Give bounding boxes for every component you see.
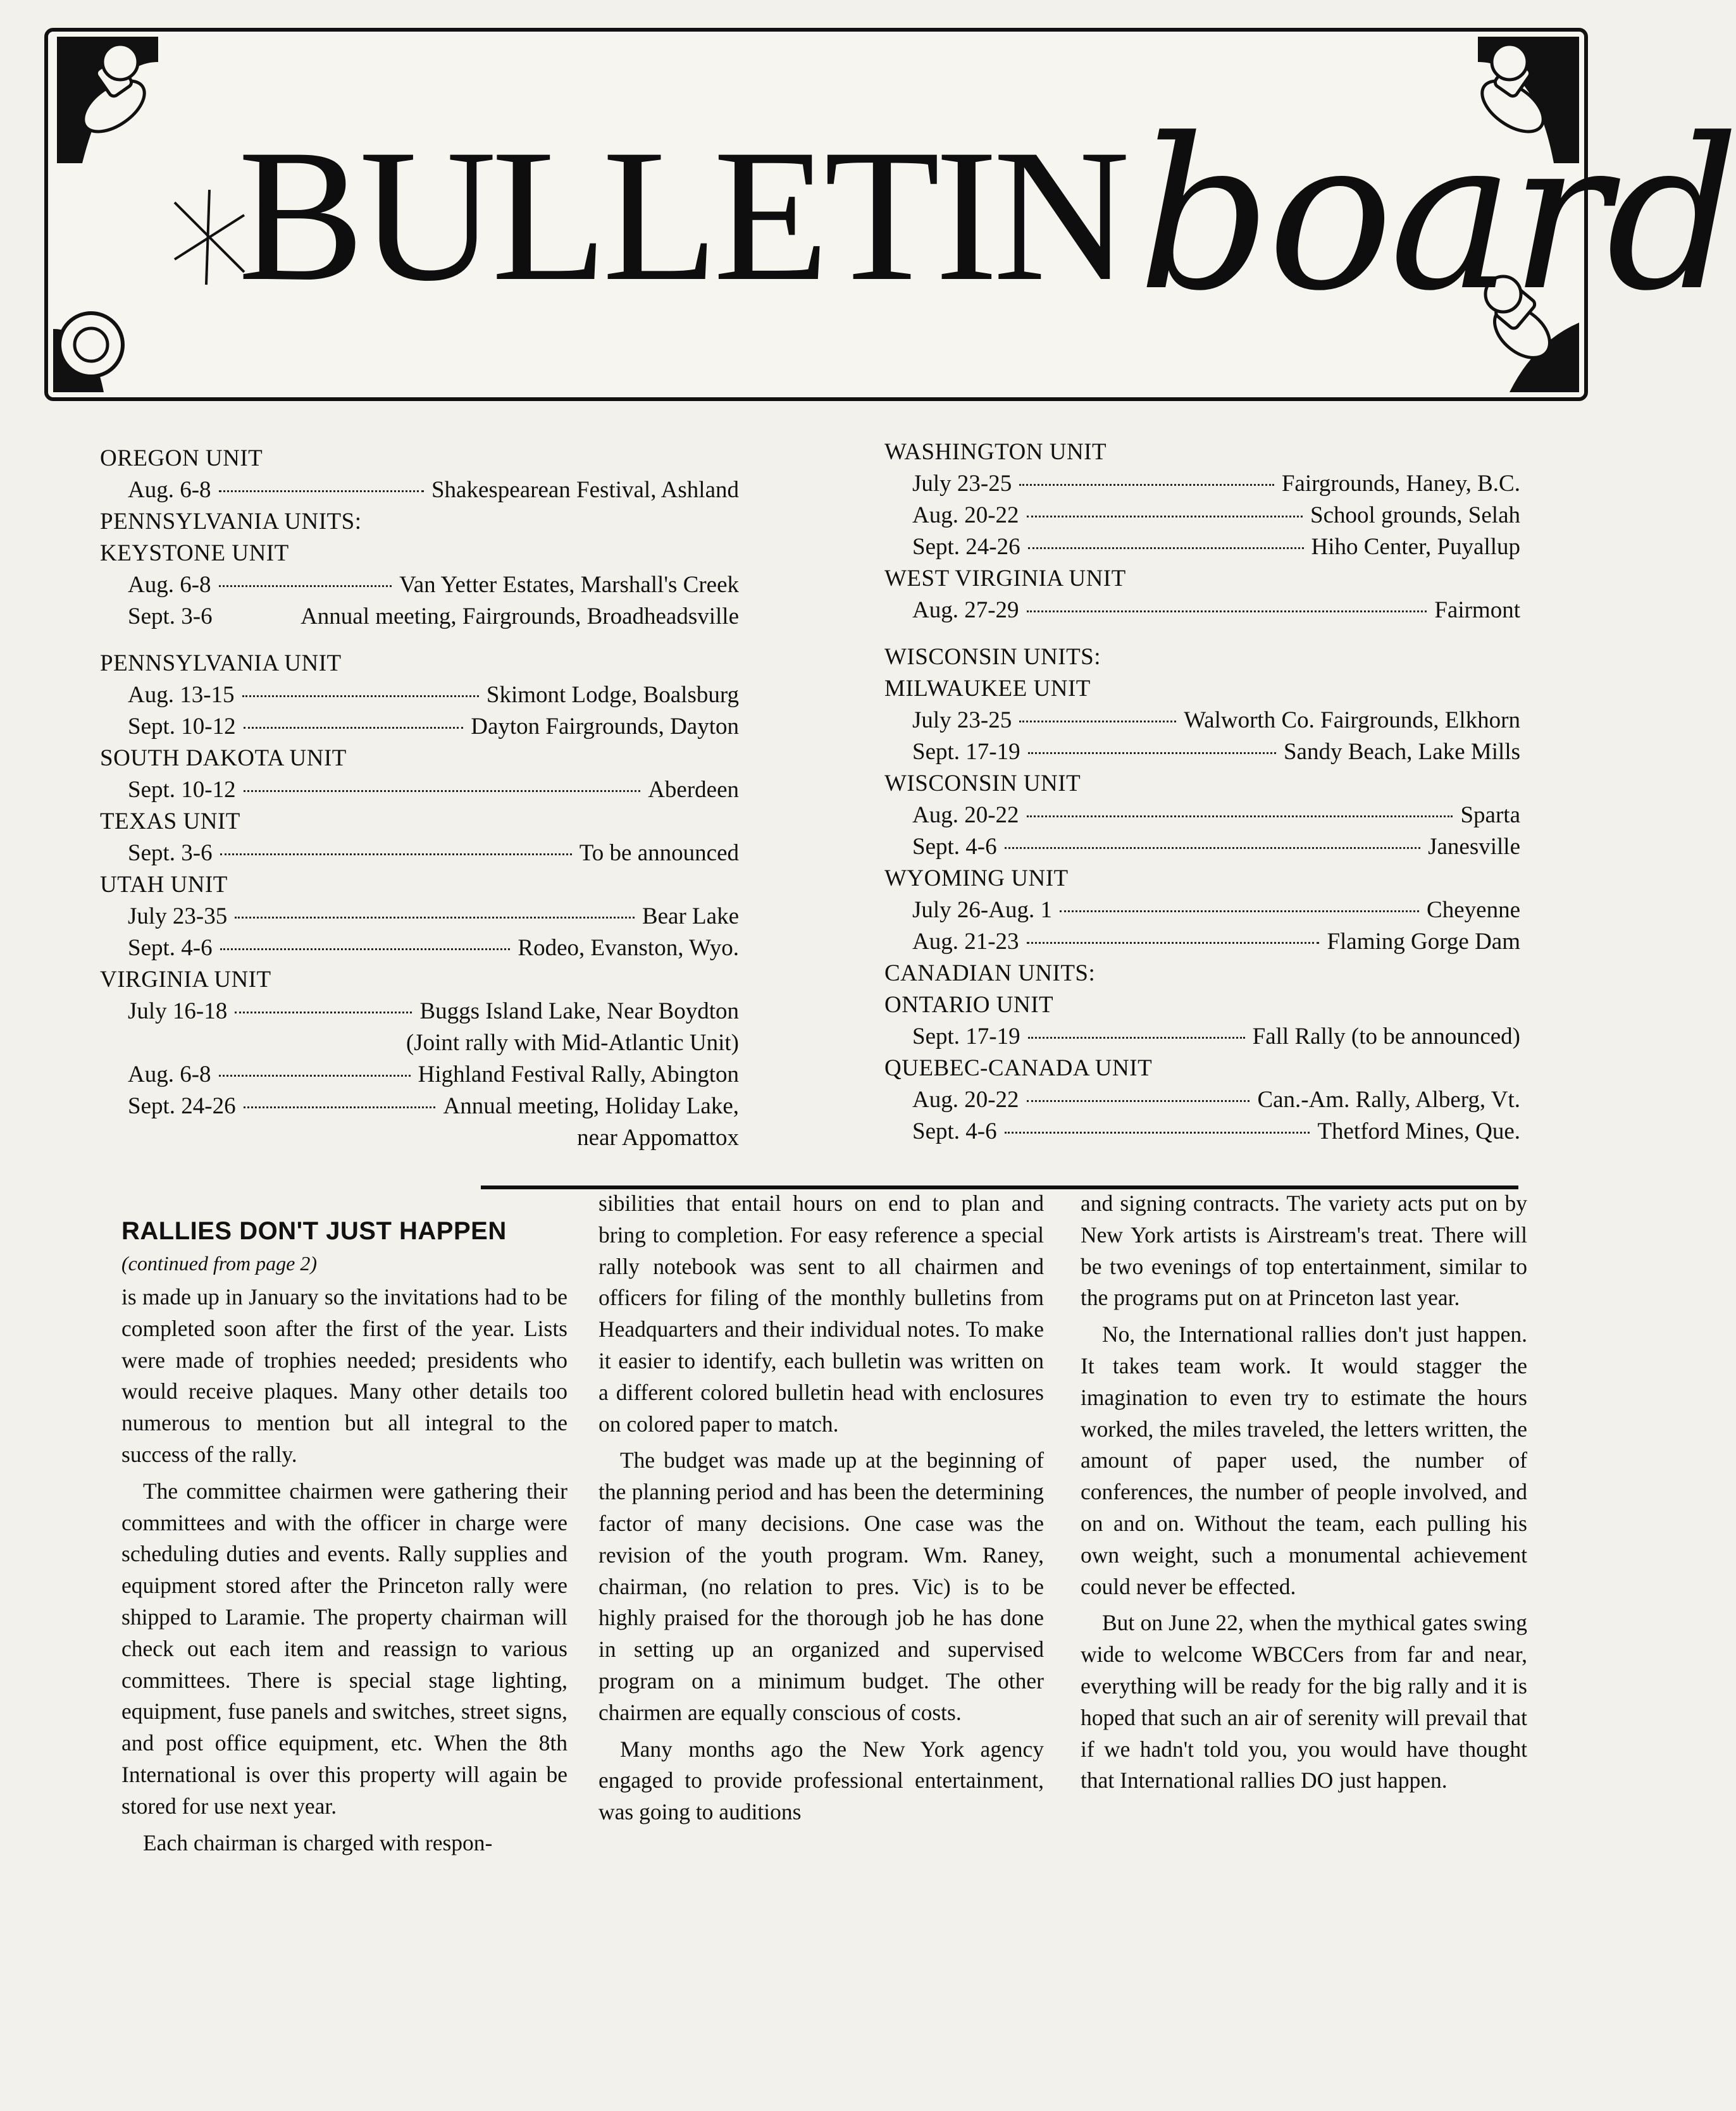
event-date: Aug. 6-8	[128, 1062, 211, 1087]
dot-leader	[1027, 1100, 1250, 1102]
event-place: Aberdeen	[648, 777, 739, 803]
event-date: Aug. 20-22	[912, 802, 1019, 828]
event-row	[884, 736, 1520, 768]
event-note: near Appomattox	[577, 1125, 739, 1151]
event-place: Thetford Mines, Que.	[1317, 1118, 1520, 1144]
event-date: Aug. 13-15	[128, 682, 235, 708]
event-date: Sept. 24-26	[912, 534, 1020, 560]
event-row	[100, 1059, 739, 1091]
banner-title-script: board	[1138, 94, 1736, 337]
event-date: Sept. 24-26	[128, 1093, 236, 1119]
dot-leader	[235, 917, 635, 919]
dot-leader	[1028, 752, 1276, 754]
event-row	[100, 901, 739, 932]
event-row	[100, 1091, 739, 1122]
dot-leader	[1028, 1037, 1245, 1039]
dot-leader	[1027, 610, 1427, 612]
event-place: Skimont Lodge, Boalsburg	[486, 682, 739, 708]
event-place: Highland Festival Rally, Abington	[418, 1062, 739, 1087]
event-date: Aug. 27-29	[912, 597, 1019, 623]
unit-heading: WISCONSIN UNIT	[884, 771, 1081, 796]
dot-leader	[219, 1075, 411, 1077]
event-place: Fall Rally (to be announced)	[1252, 1024, 1520, 1049]
banner-title	[238, 57, 1736, 373]
dot-leader	[1005, 847, 1420, 849]
unit-heading: WEST VIRGINIA UNIT	[884, 566, 1126, 591]
event-row	[884, 595, 1520, 626]
article-continued-note: (continued from page 2)	[121, 1252, 317, 1275]
event-row	[884, 831, 1520, 863]
spacer	[884, 626, 1520, 641]
unit-heading: CANADIAN UNITS:	[884, 960, 1096, 986]
event-date: Sept. 4-6	[912, 1118, 997, 1144]
event-note: (Joint rally with Mid-Atlantic Unit)	[406, 1030, 739, 1056]
unit-heading: OREGON UNIT	[100, 445, 263, 471]
pushpin-icon	[53, 291, 154, 392]
event-row	[884, 1084, 1520, 1116]
event-row	[100, 679, 739, 711]
event-row	[884, 1021, 1520, 1053]
event-date: Sept. 17-19	[912, 1024, 1020, 1049]
event-row	[884, 705, 1520, 736]
unit-heading: VIRGINIA UNIT	[100, 967, 271, 993]
dot-leader	[220, 853, 572, 855]
event-date: Sept. 4-6	[912, 834, 997, 860]
event-date: Aug. 21-23	[912, 929, 1019, 955]
event-place: Fairgrounds, Haney, B.C.	[1281, 471, 1520, 497]
event-date: Sept. 17-19	[912, 739, 1020, 765]
event-place: Janesville	[1428, 834, 1520, 860]
event-place: Walworth Co. Fairgrounds, Elkhorn	[1184, 707, 1520, 733]
event-row	[884, 800, 1520, 831]
dot-leader	[1027, 516, 1303, 517]
article-paragraph: and signing contracts. The variety acts put on by New York artists is Airstream's treat. There will be two evenings of top entertainment, similar to the programs put on at Princeton last year.	[1081, 1191, 1527, 1311]
event-place: Fairmont	[1434, 597, 1520, 623]
event-place: To be announced	[579, 840, 739, 866]
event-place: Hiho Center, Puyallup	[1311, 534, 1520, 560]
event-row	[100, 774, 739, 806]
event-place: Sparta	[1460, 802, 1520, 828]
event-place: Annual meeting, Holiday Lake,	[443, 1093, 739, 1119]
dot-leader	[220, 948, 511, 950]
event-place: Rodeo, Evanston, Wyo.	[518, 935, 739, 961]
unit-heading: MILWAUKEE UNIT	[884, 676, 1091, 702]
unit-heading: WISCONSIN UNITS:	[884, 644, 1101, 670]
dot-leader	[1019, 484, 1274, 486]
event-date: Sept. 3-6	[128, 604, 213, 629]
dot-leader	[1019, 721, 1176, 722]
event-row	[884, 1116, 1520, 1148]
article-paragraph: sibilities that entail hours on end to plan and bring to completion. For easy reference a special rally notebook was sent to all chairmen and officers for filing of the monthly bulletins from Headquarters and their individual notes. To make it easier to identify, each bulletin was written on a different colored bulletin head with enclosures on colored paper to match.	[598, 1191, 1044, 1437]
dot-leader	[1005, 1132, 1310, 1134]
dot-leader	[242, 695, 479, 697]
article-paragraph: Each chairman is charged with respon-	[143, 1829, 493, 1855]
event-date: Aug. 6-8	[128, 477, 211, 503]
event-date: Sept. 10-12	[128, 714, 236, 740]
event-row	[100, 569, 739, 601]
event-date: Sept. 4-6	[128, 935, 213, 961]
event-row	[100, 711, 739, 743]
article-paragraph: The committee chairmen were gathering their committees and with the officer in charge were scheduling duties and events. Rally supplies and equipment stored after the Princeton rally were shipped to Laramie. The property chairman will check out each item and reassign to various committees. There is special stage lighting, equipment, fuse panels and switches, street signs, and post office equipment, etc. When the 8th International is over this property will again be stored for use next year.	[121, 1478, 567, 1819]
unit-heading: SOUTH DAKOTA UNIT	[100, 745, 347, 771]
unit-heading: TEXAS UNIT	[100, 808, 240, 834]
event-row	[884, 500, 1520, 531]
article-column-1	[121, 1213, 567, 1859]
event-row	[100, 838, 739, 869]
article-paragraph: Many months ago the New York agency engaged to provide professional entertainment, was going to auditions	[598, 1736, 1044, 1825]
article-column-3	[1081, 1188, 1527, 1797]
article-paragraph: But on June 22, when the mythical gates swing wide to welcome WBCCers from far and near, everything will be ready for the big rally and it is hoped that such an air of serenity will prevail that if we hadn't told you, you would have thought that International rallies DO just happen.	[1081, 1610, 1527, 1793]
bulletin-board-banner	[44, 28, 1736, 401]
dot-leader	[1060, 910, 1419, 912]
event-date: July 16-18	[128, 998, 228, 1024]
event-place: Flaming Gorge Dam	[1327, 929, 1520, 955]
event-date: July 26-Aug. 1	[912, 897, 1052, 923]
pushpin-icon	[57, 37, 164, 163]
dot-leader	[1027, 942, 1320, 944]
dot-leader	[244, 790, 641, 792]
event-row	[884, 895, 1520, 926]
event-date: July 23-35	[128, 903, 228, 929]
event-date: Aug. 20-22	[912, 502, 1019, 528]
dot-leader	[1027, 815, 1453, 817]
rally-listings-left	[100, 443, 739, 1154]
dot-leader	[235, 1012, 412, 1013]
unit-heading: QUEBEC-CANADA UNIT	[884, 1055, 1153, 1081]
spacer	[100, 633, 739, 648]
dot-leader	[244, 727, 464, 729]
dot-leader	[244, 1106, 436, 1108]
event-date: Sept. 3-6	[128, 840, 213, 866]
unit-heading: KEYSTONE UNIT	[100, 540, 289, 566]
banner-title-main: BULLETIN	[238, 110, 1125, 320]
event-row	[884, 926, 1520, 958]
event-date: July 23-25	[912, 707, 1012, 733]
event-place: Buggs Island Lake, Near Boydton	[419, 998, 739, 1024]
event-place: Van Yetter Estates, Marshall's Creek	[399, 572, 739, 598]
event-place: Bear Lake	[642, 903, 739, 929]
event-place: Sandy Beach, Lake Mills	[1283, 739, 1520, 765]
event-row	[100, 474, 739, 506]
event-date: Aug. 6-8	[128, 572, 211, 598]
event-row	[100, 601, 739, 633]
event-date: Aug. 20-22	[912, 1087, 1019, 1113]
event-row	[100, 996, 739, 1027]
event-date: July 23-25	[912, 471, 1012, 497]
event-row	[884, 531, 1520, 563]
unit-heading: ONTARIO UNIT	[884, 992, 1054, 1018]
event-place: School grounds, Selah	[1310, 502, 1520, 528]
unit-heading: WASHINGTON UNIT	[884, 439, 1107, 465]
event-place: Dayton Fairgrounds, Dayton	[471, 714, 739, 740]
article-paragraph: No, the International rallies don't just happen. It takes team work. It would stagger the imagination to even try to estimate the hours worked, the miles traveled, the letters written, the amount of paper used, the number of conferences, the number of people involved, and on and on. Without the team, each pulling his own weight, such a monumental achievement could never be effected.	[1081, 1322, 1527, 1599]
rally-listings-right	[884, 436, 1520, 1148]
dot-leader	[1028, 547, 1304, 549]
article-title: RALLIES DON'T JUST HAPPEN	[121, 1217, 507, 1245]
article-paragraph: is made up in January so the invitations had to be completed soon after the first of the year. Lists were made of trophies needed; presidents who would receive plaques. Many other details too numerous to mention but all integral to the success of the rally.	[121, 1284, 567, 1467]
unit-heading: WYOMING UNIT	[884, 865, 1069, 891]
event-date: Sept. 10-12	[128, 777, 236, 803]
event-row	[100, 932, 739, 964]
unit-heading: PENNSYLVANIA UNITS:	[100, 509, 362, 535]
event-place: Annual meeting, Fairgrounds, Broadheadsville	[301, 604, 739, 629]
dot-leader	[219, 585, 392, 587]
dot-leader	[219, 490, 424, 492]
unit-heading: UTAH UNIT	[100, 872, 228, 898]
event-place: Shakespearean Festival, Ashland	[431, 477, 739, 503]
event-row	[884, 468, 1520, 500]
event-place: Cheyenne	[1427, 897, 1520, 923]
article-column-2	[598, 1188, 1044, 1828]
unit-heading: PENNSYLVANIA UNIT	[100, 650, 342, 676]
event-place: Can.-Am. Rally, Alberg, Vt.	[1257, 1087, 1520, 1113]
article-paragraph: The budget was made up at the beginning of the planning period and has been the determining factor of many decisions. One case was the revision of the youth program. Wm. Raney, chairman, (no relation to pres. Vic) is to be highly praised for the thorough job he has done in setting up an organized and supervised program on a minimum budget. The other chairmen are equally conscious of costs.	[598, 1447, 1044, 1725]
